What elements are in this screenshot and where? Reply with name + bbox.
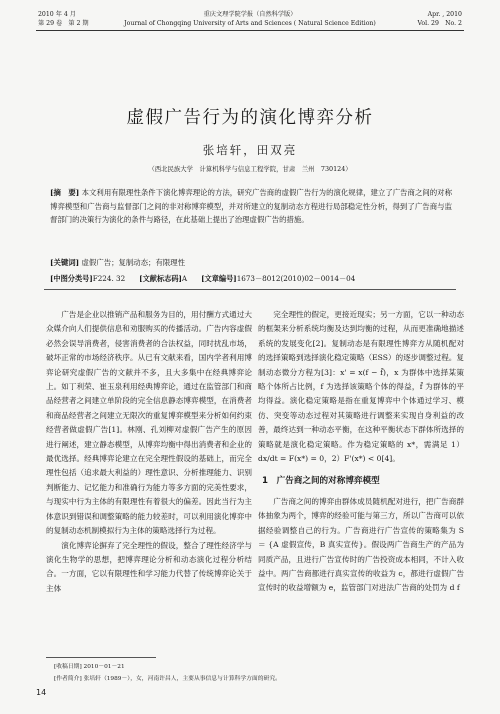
header-journal-en: Journal of Chongqing University of Arts and Sciences ( Natural Science Edition) <box>124 20 376 27</box>
page-number: 14 <box>36 688 47 697</box>
header-journal-cn: 重庆文理学院学报（自然科学版） <box>203 11 297 18</box>
body-paragraph: 演化博弈论摒弃了完全理性的假设，整合了理性经济学与演化生物学的思想，把博弈理论分析和动态演化过程分析结合。一方面，它以有限理性和学习能力代替了传统博弈论关于主体 <box>46 540 252 593</box>
doc-code-value: A <box>181 274 188 283</box>
body-paragraph: 广告商之间的博弈由群体成员随机配对进行，把广告商群体抽象为两个，博弈的经验可能与第三方，所以广告商可以依据经验调整自己的行为。广告商进行广告宣传的策略集为 S ＝ {A 虚假宣传，B 真实宣传}。假设两广告商生产的产品为同质产品，且进行广告宣传时的广告投资成本相同，不计入收益中。两广告商都进行真实宣传的收益为 c，都进行虚假广告宣传时的收益增额为 e，监管部门对进法广告商的处罚为 d f <box>258 496 464 593</box>
article-title: 虚假广告行为的演化博弈分析 <box>126 108 374 128</box>
running-header <box>38 10 462 28</box>
header-date-en: Apr. , 2010 <box>427 11 462 18</box>
header-date: 2010 年 4 月 <box>38 11 76 18</box>
article-affiliation: （西北民族大学 计算机科学与信息工程学院，甘肃 兰州 730124） <box>148 165 352 173</box>
keywords <box>50 257 452 268</box>
article-id-label: [文章编号] <box>201 274 237 283</box>
abstract-text: 本文利用有限理性条件下演化博弈理论的方法，研究广告商的虚假广告行为的演化规律，建立了广告商之间的对称博弈模型和广告商与监督部门之间的非对称博弈模型，并对所建立的复制动态方程进行局部稳定性分析，得到了广告商与监督部门的决策行为演化的条件与路径，在此基础上提出了治理虚假广告的措施。 <box>50 188 452 225</box>
article-id-value: 1673－8012(2010)02－0014－04 <box>236 274 356 283</box>
section-heading: 1 广告商之间的对称博弈模型 <box>262 476 380 487</box>
footnote-author: [作者简介] 张培轩（1989－），女，河南许昌人，主要从事信息与计算科学方面的研究。 <box>54 676 281 682</box>
abstract <box>50 186 452 227</box>
abstract-label: [摘 要] <box>50 188 80 197</box>
footnote-received: [收稿日期] 2010－01－21 <box>54 664 125 670</box>
clc-value: F224. 32 <box>92 274 126 283</box>
header-volume-en: Vol. 29 No. 2 <box>417 20 462 27</box>
body-column-right <box>258 308 464 596</box>
header-volume: 第 29 卷 第 2 期 <box>38 20 89 27</box>
abstract-rule <box>44 289 456 290</box>
keywords-text: 虚假广告；复制动态；有限理性 <box>81 258 186 267</box>
classification-line <box>50 274 452 284</box>
body-column-left <box>46 308 252 596</box>
body-paragraph: 完全理性的假定，更接近现实；另一方面，它以一种动态的框架来分析系统均衡及达到均衡的过程，从而更准确地描述系统的发展变化[2]。复制动态是有限理性博弈方从随机配对的选择策略到选择演化稳定策略（ESS）的逐步调整过程。复制动态微分方程为[3]：x' = x(f − f̄)，x 为群体中选择某策略个体所占比例，f 为选择该策略个体的得益，f̄ 为群体的平均得益。演化稳定策略是指在重复博弈中个体通过学习、模仿、突变等动态过程对其策略进行调整来实现自身利益的改善，最终达到一种动态平衡，在这种平衡状态下群体所选择的策略就是演化稳定策略。作为稳定策略的 x*，需满足 1）dx/dt = F(x*) = 0，2）F'(x*) < 0[4]。 <box>258 310 464 464</box>
clc-label: [中图分类号] <box>50 274 93 283</box>
body-paragraph: 广告是企业以推销产品和服务为目的，用付酬方式通过大众媒介向人们提供信息和劝服购买的传播活动。广告内容虚假必然会误导消费者，侵害消费者的合法权益，同时扰乱市场，破坏正常的市场经济秩序。从已有文献来看，国内学者利用博弈论研究虚假广告的文献并不多，且大多集中在经典博弈论上。如丁利荣、崔玉泉利用经典博弈论，通过在监管部门和商品经营者之间建立单阶段的完全信息静态博弈模型，在消费者和商品经营者之间建立无限次的重复博弈模型来分析如何约束经营者做虚假广告[1]。林刚、孔刘柳对虚假广告产生的原因进行阐述，建立静态模型，从博弈均衡中得出消费者和企业的最优选择。经典博弈论建立在完全理性假设的基础上，而完全理性包括（追求最大利益的）理性意识、分析推理能力、识别判断能力、记忆能力和准确行为能力等多方面的完美性要求，与现实中行为主体的有限理性有着很大的偏差。因此当行为主体意识到错误和调整策略的能力较差时，可以利用演化博弈中的复制动态机制模拟行为主体的策略选择行为过程。 <box>46 310 252 536</box>
footnote-rule <box>46 657 156 658</box>
header-rule <box>36 30 464 31</box>
article-authors: 张培轩，田双亮 <box>202 143 298 157</box>
keywords-label: [关键词] <box>50 258 80 267</box>
doc-code-label: [文献标志码] <box>139 274 182 283</box>
